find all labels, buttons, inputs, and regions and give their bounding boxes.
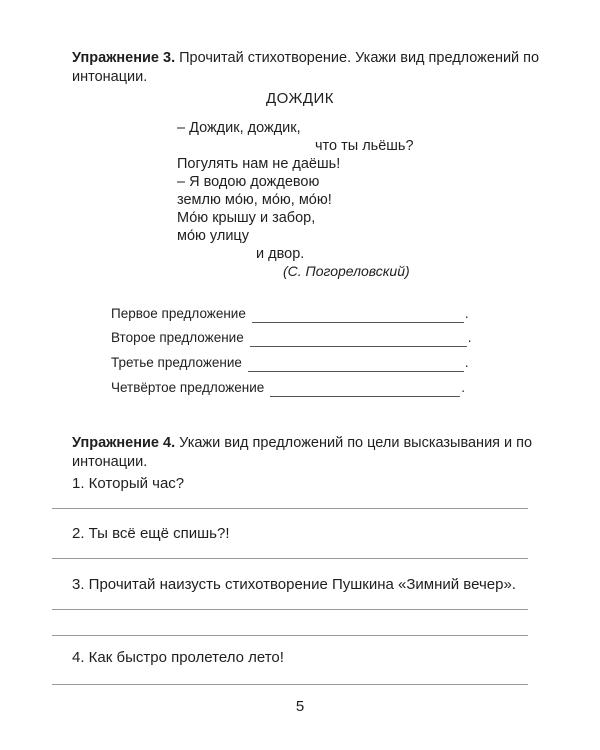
fill-row-end: .: [461, 380, 466, 395]
answer-blank[interactable]: [248, 358, 464, 372]
answer-line[interactable]: [52, 508, 528, 509]
poem-title: ДОЖДИК: [265, 90, 335, 107]
fill-row-end: .: [464, 355, 469, 370]
answer-blank[interactable]: [270, 383, 460, 397]
exercise-3-instruction: Прочитай стихотворение. Укажи вид предложений по интонации.: [72, 50, 540, 85]
poem-line: что ты льёшь?: [315, 138, 414, 154]
fill-row-first: [111, 305, 469, 323]
question-1: 1. Который час?: [72, 475, 185, 492]
answer-blank[interactable]: [252, 309, 464, 323]
exercise-4-title: Упражнение 4.: [72, 435, 176, 451]
poem-author: (С. Погореловский): [283, 263, 410, 279]
fill-row-second: [111, 329, 471, 347]
fill-row-fourth: [111, 379, 465, 397]
answer-line[interactable]: [52, 558, 528, 559]
exercise-3-title: Упражнение 3.: [72, 50, 176, 66]
fill-row-third: [111, 354, 469, 372]
fill-row-label: Третье предложение: [111, 355, 242, 370]
fill-row-label: Четвёртое предложение: [111, 380, 265, 395]
poem-line: мо́ю улицу: [177, 228, 249, 244]
poem-line: Мо́ю крышу и забор,: [177, 210, 316, 226]
question-4: 4. Как быстро пролетело лето!: [72, 649, 284, 666]
poem-line: – Я водою дождевою: [177, 174, 320, 190]
question-2: 2. Ты всё ещё спишь?!: [72, 525, 230, 542]
poem-line: Погулять нам не даёшь!: [177, 156, 341, 172]
exercise-4-instruction: Укажи вид предложений по цели высказывания и по интонации.: [72, 435, 533, 470]
answer-line[interactable]: [52, 609, 528, 610]
question-3: 3. Прочитай наизусть стихотворение Пушкина «Зимний вечер».: [72, 576, 516, 593]
exercise-4: [72, 434, 542, 472]
poem-line: – Дождик, дождик,: [177, 120, 301, 136]
fill-row-label: Первое предложение: [111, 306, 246, 321]
answer-line[interactable]: [52, 684, 528, 685]
fill-row-label: Второе предложение: [111, 330, 244, 345]
exercise-3: [72, 49, 542, 87]
fill-row-end: .: [464, 306, 469, 321]
page-number: 5: [295, 698, 305, 715]
poem-line: землю мо́ю, мо́ю, мо́ю!: [177, 192, 332, 208]
answer-line[interactable]: [52, 635, 528, 636]
fill-row-end: .: [467, 330, 472, 345]
poem-line: и двор.: [256, 246, 305, 262]
answer-blank[interactable]: [250, 333, 467, 347]
